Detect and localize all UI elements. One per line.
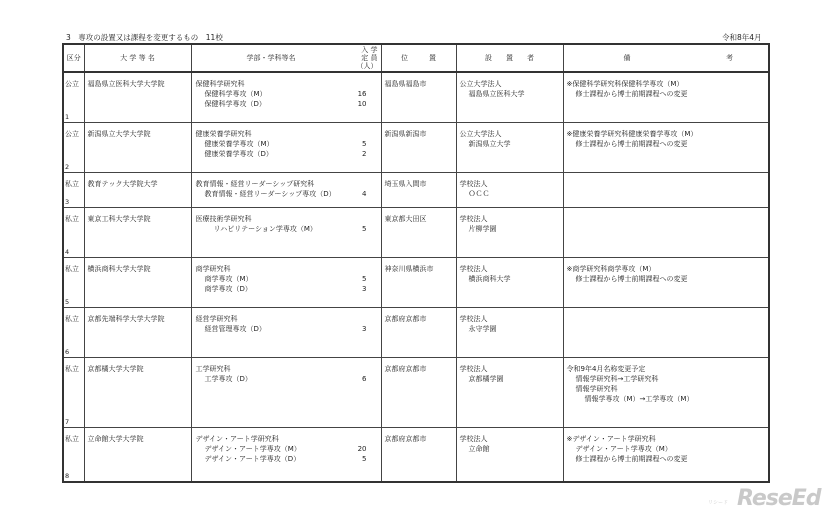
category-label: 私立 [65,314,79,323]
category-label: 私立 [65,364,79,373]
faculty-line [196,129,367,139]
faculty-name: 教育情報・経営リーダーシップ研究科 [195,179,315,188]
document-date: 令和8年4月 [722,33,762,42]
faculty-name: 経営学研究科 [195,314,238,323]
watermark-sub: リシード [708,500,729,506]
location-cell [381,72,456,122]
location-cell [381,172,456,207]
faculty-line [196,374,367,384]
capacity-value: 5 [362,454,367,463]
header-remarks-right: 考 [726,54,733,62]
faculty-line [196,324,367,334]
university-name: 立命館大学大学院 [87,434,144,443]
faculty-line [196,314,367,324]
remarks-line: 修士課程から博士前期課程への変更 [575,90,688,98]
faculty-name: 医療技術学研究科 [195,214,252,223]
faculty-name: リハビリテーション学専攻（M） [213,224,317,233]
location-cell [381,257,456,307]
university-cell [84,172,191,207]
founder-line: ＯＣＣ [468,189,490,198]
category-label: 私立 [65,214,79,223]
row-number: 8 [65,472,70,480]
remarks-line: デザイン・アート学専攻（M） [575,444,672,453]
location-text: 福島県福島市 [384,80,427,88]
row-number: 1 [65,112,70,121]
remarks-line: ※商学研究科商学専攻（M） [566,264,656,273]
founder-line: 横浜商科大学 [468,274,511,283]
category-cell [63,72,84,122]
founder-cell [456,357,563,427]
founder-cell [456,427,563,482]
remarks-line: ※保健科学研究科保健科学専攻（M） [566,80,684,88]
founder-line: 新潟県立大学 [468,139,511,148]
capacity-value: 4 [362,189,367,198]
capacity-value: 5 [362,274,367,283]
faculty-name: 健康栄養学専攻（M） [204,139,274,148]
founder-line: 公立大学法人 [459,80,502,88]
remarks-cell [563,72,769,122]
faculty-name: 保健科学専攻（D） [204,100,266,108]
row-number: 7 [65,417,70,426]
founder-cell [456,172,563,207]
location-text: 神奈川県横浜市 [384,264,434,273]
remarks-line: 令和9年4月名称変更予定 [566,364,646,373]
table-row [63,122,769,172]
faculty-line [196,99,367,109]
category-cell [63,427,84,482]
row-number: 6 [65,347,70,356]
founder-cell [456,207,563,257]
watermark-logo: ReseEd [737,486,821,511]
capacity-value: 3 [362,284,367,293]
location-text: 京都府京都市 [384,434,427,443]
founder-line: 公立大学法人 [459,129,502,138]
faculty-cell [191,307,381,357]
faculty-line [196,454,367,464]
faculty-name: 工学専攻（D） [204,374,252,383]
university-cell [84,427,191,482]
location-text: 東京都大田区 [384,214,427,223]
category-label: 私立 [65,264,79,273]
faculty-line [196,274,367,284]
faculty-name: 商学研究科 [195,264,231,273]
header-location: 位 置 [381,44,456,72]
header-capacity-line: 入 学 [361,46,378,54]
university-name: 福島県立医科大学大学院 [87,80,165,88]
faculty-name: 商学専攻（D） [204,284,252,293]
faculty-cell [191,172,381,207]
category-cell [63,257,84,307]
remarks-cell [563,427,769,482]
university-cell [84,72,191,122]
capacity-value: 5 [362,224,367,233]
category-label: 私立 [65,434,79,443]
founder-cell [456,307,563,357]
founder-line: 学校法人 [459,179,488,188]
faculty-line [196,434,367,444]
capacity-value: 10 [357,100,367,108]
category-cell [63,207,84,257]
faculty-line [196,224,367,234]
header-capacity [357,46,378,70]
university-cell [84,307,191,357]
location-cell [381,207,456,257]
faculty-cell [191,357,381,427]
faculty-line [196,264,367,274]
founder-cell [456,257,563,307]
faculty-cell [191,72,381,122]
row-number: 5 [65,297,70,306]
founder-line: 学校法人 [459,434,488,443]
university-cell [84,122,191,172]
location-cell [381,122,456,172]
faculty-name: 健康栄養学専攻（D） [204,149,273,158]
header-university: 大 学 等 名 [84,44,191,72]
faculty-name: 保健科学専攻（M） [204,90,267,98]
category-cell [63,307,84,357]
header-remarks [563,44,769,72]
founder-cell [456,122,563,172]
category-cell [63,357,84,427]
faculty-name: 健康栄養学研究科 [195,129,252,138]
capacity-value: 3 [362,324,367,333]
faculty-line [196,89,367,99]
location-cell [381,357,456,427]
faculty-name: デザイン・アート学専攻（M） [204,444,301,453]
university-name: 教育テック大学院大学 [87,179,158,188]
category-label: 公立 [65,80,79,88]
table-row [63,357,769,427]
table-row [63,427,769,482]
faculty-line [196,284,367,294]
row-number: 2 [65,162,70,171]
university-name: 横浜商科大学大学院 [87,264,151,273]
table-row [63,172,769,207]
category-label: 公立 [65,129,79,138]
remarks-cell [563,122,769,172]
founder-line: 学校法人 [459,314,488,323]
faculty-line [196,149,367,159]
faculty-line [196,79,367,89]
faculty-cell [191,427,381,482]
table-row [63,257,769,307]
remarks-cell [563,257,769,307]
row-number: 3 [65,197,70,206]
category-label: 私立 [65,179,79,188]
header-remarks-left: 備 [623,54,631,62]
remarks-cell [563,207,769,257]
faculty-line [196,364,367,374]
founder-line: 福島県立医科大学 [468,90,525,98]
remarks-cell [563,172,769,207]
faculty-name: デザイン・アート学専攻（D） [204,454,301,463]
university-name: 京都先端科学大学大学院 [87,314,165,323]
schools-table [62,43,770,483]
faculty-line [196,179,367,189]
founder-line: 学校法人 [459,264,488,273]
remarks-cell [563,307,769,357]
table-row [63,207,769,257]
location-text: 新潟県新潟市 [384,129,427,138]
founder-line: 学校法人 [459,214,488,223]
founder-cell [456,72,563,122]
location-text: 埼玉県入間市 [384,179,427,188]
capacity-value: 20 [357,444,367,453]
university-cell [84,207,191,257]
faculty-name: 教育情報・経営リーダーシップ専攻（D） [204,189,336,198]
header-faculty [191,44,381,72]
section-title: 3 専攻の設置又は課程を変更するもの 11校 [66,33,223,42]
university-name: 新潟県立大学大学院 [87,129,151,138]
founder-line: 片柳学園 [468,224,497,233]
faculty-line [196,214,367,224]
faculty-name: 商学専攻（M） [204,274,253,283]
header-faculty-label: 学部・学科等名 [246,54,296,62]
header-category: 区分 [63,44,84,72]
faculty-name: デザイン・アート学研究科 [195,434,279,443]
faculty-cell [191,207,381,257]
table-row [63,72,769,122]
faculty-cell [191,257,381,307]
faculty-name: 工学研究科 [195,364,231,373]
remarks-line: 修士課程から博士前期課程への変更 [575,274,688,283]
capacity-value: 6 [362,374,367,383]
remarks-cell [563,357,769,427]
header-capacity-line: （人） [356,62,378,70]
university-name: 東京工科大学大学院 [87,214,151,223]
row-number: 4 [65,247,70,256]
capacity-value: 16 [357,90,367,98]
category-cell [63,122,84,172]
remarks-line: 情報学研究科→工学研究科 [575,374,659,383]
table-row [63,307,769,357]
faculty-line [196,139,367,149]
remarks-line: 情報学研究科 [575,384,618,393]
founder-line: 永守学園 [468,324,497,333]
remarks-line: 修士課程から博士前期課程への変更 [575,454,688,463]
category-cell [63,172,84,207]
location-cell [381,427,456,482]
remarks-line: ※健康栄養学研究科健康栄養学専攻（M） [566,129,698,138]
founder-line: 学校法人 [459,364,488,373]
remarks-line: ※デザイン・アート学研究科 [566,434,656,443]
location-cell [381,307,456,357]
faculty-line [196,189,367,199]
university-cell [84,357,191,427]
faculty-name: 経営管理専攻（D） [204,324,266,333]
university-name: 京都橘大学大学院 [87,364,144,373]
faculty-line [196,444,367,454]
founder-line: 立命館 [468,444,490,453]
location-text: 京都府京都市 [384,364,427,373]
capacity-value: 2 [362,149,367,158]
header-founder: 設 置 者 [456,44,563,72]
remarks-line: 情報学専攻（M）→工学専攻（M） [584,394,694,403]
header-capacity-line: 定 員 [361,54,378,62]
founder-line: 京都橘学園 [468,374,504,383]
faculty-cell [191,122,381,172]
faculty-name: 保健科学研究科 [195,80,245,88]
capacity-value: 5 [362,139,367,148]
table-header-row [63,44,769,72]
location-text: 京都府京都市 [384,314,427,323]
remarks-line: 修士課程から博士前期課程への変更 [575,139,688,148]
university-cell [84,257,191,307]
